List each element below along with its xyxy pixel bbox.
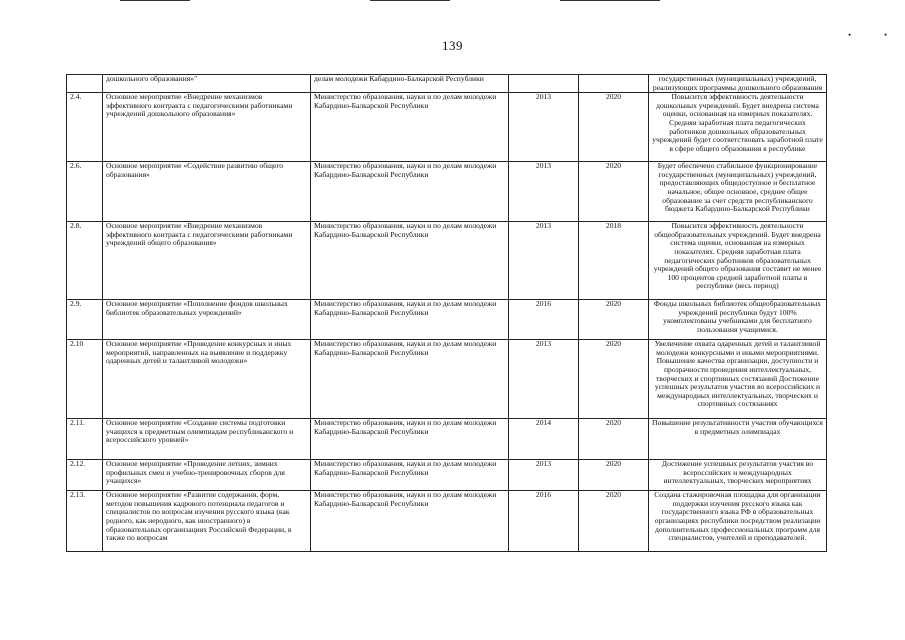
row-number: 2.9. <box>67 300 103 340</box>
start-year: 2013 <box>509 93 579 162</box>
start-year: 2013 <box>509 340 579 419</box>
expected-result: Фонды школьных библиотек общеобразовательных учреждений республики будут 100% укомплектованы учебниками для бесплатного пользования учащимися. <box>649 300 827 340</box>
event-name: Основное мероприятие «Проведение летних, зимних профильных смен и учебно-тренировочных сборов для учащихся» <box>103 460 311 491</box>
end-year <box>579 75 649 93</box>
row-number: 2.10 <box>67 340 103 419</box>
row-number: 2.8. <box>67 222 103 300</box>
end-year: 2020 <box>579 300 649 340</box>
executor: Министерство образования, науки и по делам молодежи Кабардино-Балкарской Республики <box>311 93 509 162</box>
start-year: 2013 <box>509 162 579 222</box>
start-year: 2013 <box>509 222 579 300</box>
start-year: 2014 <box>509 419 579 460</box>
top-scan-line-2 <box>370 0 450 1</box>
top-scan-line-1 <box>120 0 190 1</box>
start-year: 2016 <box>509 491 579 552</box>
row-number: 2.11. <box>67 419 103 460</box>
event-name: Основное мероприятие «Развитие содержания, форм, методов повышения кадрового потенциала педагогов и специалистов по вопросам изучения русского языка (как родного, как неродного, как иностранного) в образовательных организациях Российской Федерации, в также по вопросам <box>103 491 311 552</box>
end-year: 2020 <box>579 491 649 552</box>
executor: Министерство образования, науки и по делам молодежи Кабардино-Балкарской Республики <box>311 460 509 491</box>
end-year: 2020 <box>579 340 649 419</box>
expected-result: Повышение результативности участия обучающихся в предметных олимпиадах <box>649 419 827 460</box>
table-row <box>67 419 827 460</box>
table-row <box>67 222 827 300</box>
event-name: Основное мероприятие «Создание системы подготовки учащихся к предметным олимпиадам республиканского и всероссийского уровней» <box>103 419 311 460</box>
row-number <box>67 75 103 93</box>
table-row <box>67 300 827 340</box>
end-year: 2020 <box>579 460 649 491</box>
table-row <box>67 340 827 419</box>
table-row <box>67 162 827 222</box>
table-row <box>67 460 827 491</box>
row-number: 2.4. <box>67 93 103 162</box>
event-name: дошкольного образования»" <box>103 75 311 93</box>
corner-mark-right: • <box>884 30 888 40</box>
table-row <box>67 491 827 552</box>
event-name: Основное мероприятие «Содействие развитию общего образования» <box>103 162 311 222</box>
row-number: 2.12. <box>67 460 103 491</box>
table-row <box>67 93 827 162</box>
expected-result: государственных (муниципальных) учреждений, реализующих программы дошкольного образования <box>649 75 827 93</box>
event-name: Основное мероприятие «Внедрение механизмов эффективного контракта с педагогическими работниками учреждений дошкольного образования» <box>103 93 311 162</box>
end-year: 2018 <box>579 222 649 300</box>
expected-result: Создана стажировочная площадка для организации поддержки изучения русского языка как государственного языка РФ в образовательных организациях республики посредством реализации дополнительных профессиональных программ для специалистов, учителей и преподавателей. <box>649 491 827 552</box>
end-year: 2020 <box>579 93 649 162</box>
executor: Министерство образования, науки и по делам молодежи Кабардино-Балкарской Республики <box>311 162 509 222</box>
row-number: 2.6. <box>67 162 103 222</box>
start-year: 2016 <box>509 300 579 340</box>
top-scan-line-3 <box>560 0 660 1</box>
event-name: Основное мероприятие «Внедрение механизмов эффективного контракта с педагогическими работниками учреждений общего образования» <box>103 222 311 300</box>
start-year: 2013 <box>509 460 579 491</box>
executor: Министерство образования, науки и по делам молодежи Кабардино-Балкарской Республики <box>311 300 509 340</box>
event-name: Основное мероприятие «Пополнение фондов школьных библиотек образовательных учреждений» <box>103 300 311 340</box>
end-year: 2020 <box>579 162 649 222</box>
page-number: 139 <box>442 38 463 53</box>
start-year <box>509 75 579 93</box>
program-events-table <box>66 74 827 552</box>
expected-result: Увеличение охвата одаренных детей и талантливой молодежи конкурсными и иными мероприятиями. Повышение качества организации, доступности и прозрачности проведения интеллектуальных, творческих и спортивных состязаний Достижение успешных результатов участия во всероссийских и международных интеллектуальных, творческих и спортивных состязаниях <box>649 340 827 419</box>
table-row <box>67 75 827 93</box>
executor: Министерство образования, науки и по делам молодежи Кабардино-Балкарской Республики <box>311 419 509 460</box>
expected-result: Повысится эффективность деятельности общеобразовательных учреждений. Будет внедрена система оценки, основанная на измерных показателях. Средняя заработная плата педагогических работников образовательных учреждений общего образования составит не менее 100 процентов средней заработной платы в республике (весь период) <box>649 222 827 300</box>
expected-result: Достижение успешных результатов участия во всероссийских и международных интеллектуальных, творческих мероприятиях <box>649 460 827 491</box>
executor: Министерство образования, науки и по делам молодежи Кабардино-Балкарской Республики <box>311 340 509 419</box>
executor: Министерство образования, науки и по делам молодежи Кабардино-Балкарской Республики <box>311 491 509 552</box>
expected-result: Будет обеспечено стабильное функционирование государственных (муниципальных) учреждений, предоставляющих общедоступное и бесплатное начальное, общее основное, среднее общее образование за счет средств республиканского бюджета Кабардино-Балкарской Республики <box>649 162 827 222</box>
corner-mark-left: • <box>848 30 852 40</box>
end-year: 2020 <box>579 419 649 460</box>
event-name: Основное мероприятие «Проведение конкурсных и иных мероприятий, направленных на выявление и поддержку одаренных детей и талантливой молодежи» <box>103 340 311 419</box>
row-number: 2.13. <box>67 491 103 552</box>
executor: делам молодежи Кабардино-Балкарской Республики <box>311 75 509 93</box>
expected-result: Повысится эффективность деятельности дошкольных учреждений. Будет внедрена система оценки, основанная на измерных показателях. Средняя заработная плата педагогических работников дошкольных образовательных учреждений будет соответствовать заработной плате в сфере общего образования в республике <box>649 93 827 162</box>
executor: Министерство образования, науки и по делам молодежи Кабардино-Балкарской Республики <box>311 222 509 300</box>
